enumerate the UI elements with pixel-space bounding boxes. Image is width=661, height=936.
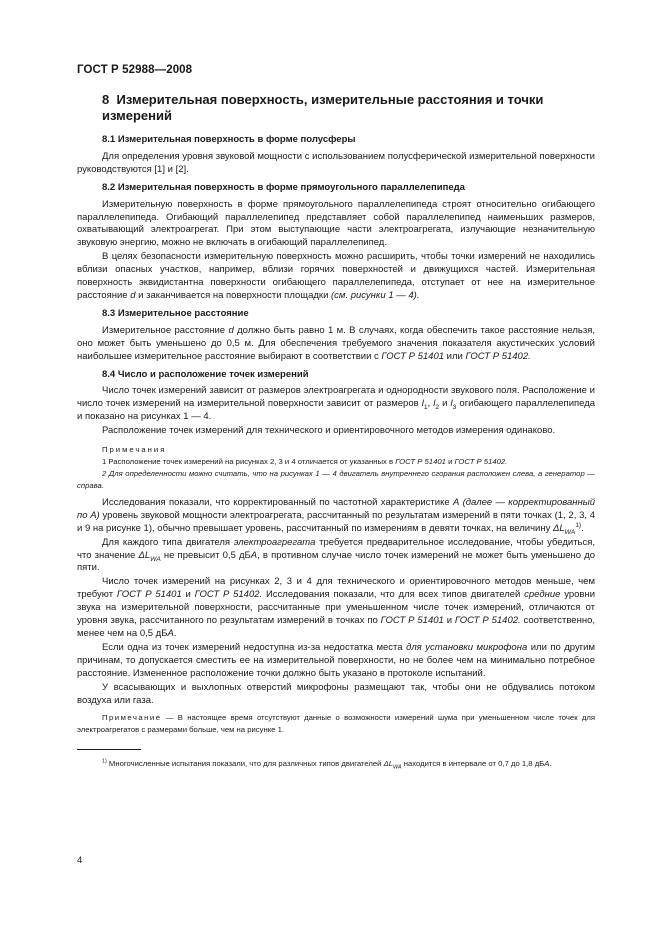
note-3: Примечание — В настоящее время отсутствуют данные о возможности измерений шума при уменьшенном числе точек для электроагрегатов с размерами больше, чем на рисунке 1.: [77, 713, 595, 734]
footnote: $^{1)}$ Многочисленные испытания показали, что для различных типов двигателей $\Delta L_{WA}$ находится в интервале от 0,7 до 1,8 дБА.: [102, 758, 552, 771]
paragraph: В целях безопасности измерительную поверхность можно расширить, чтобы точки измерений не находились вблизи опасных участков, например, вблизи горячих поверхностей и движущихся частей. Измерительная поверхность эквидистантна поверхности огибающего параллелепипеда, отступает от нее на измерительное расстояние d и заканчивается на поверхности площадки (см. рисунки 1 — 4).: [77, 251, 595, 301]
subsection-title-8-3: 8.3 Измерительное расстояние: [102, 307, 249, 319]
notes-heading: Примечания: [102, 445, 167, 455]
paragraph: Расположение точек измерений для технического и ориентировочного методов измерения одинаково.: [102, 425, 556, 437]
paragraph: Число точек измерений зависит от размеров электроагрегата и однородности звукового поля. Расположение и число точек измерений на измерительной поверхности зависит от размеров $l_1$, $l_2$ и $l_3$ огибающего параллелепипеда и показано на рисунках 1 — 4.: [77, 385, 596, 423]
note-2: 2 Для определенности можно считать, что на рисунках 1 — 4 двигатель внутреннего сгорания расположен слева, а генератор — справа.: [77, 469, 595, 490]
subsection-title-8-2: 8.2 Измерительная поверхность в форме прямоугольного параллелепипеда: [102, 181, 465, 193]
paragraph: Для определения уровня звуковой мощности с использованием полусферической измерительной поверхности руководствуются [1] и [2].: [77, 150, 595, 175]
subsection-title-8-1: 8.1 Измерительная поверхность в форме полусферы: [102, 134, 356, 145]
subsection-title-8-4: 8.4 Число и расположение точек измерений: [102, 368, 309, 380]
paragraph: Число точек измерений на рисунках 2, 3 и 4 для технического и ориентировочного методов меньше, чем требуют ГОСТ Р 51401 и ГОСТ Р 51402. Исследования показали, что для всех типов двигателей средние уровни звука на измерительной поверхности, рассчитанные при уменьшенном числе точек измерений, отличаются от уровня звука, рассчитанного по результатам измерений в точках по ГОСТ Р 51401 и ГОСТ Р 51402. соответственно, менее чем на 0,5 дБА.: [77, 576, 596, 639]
paragraph: Измерительную поверхность в форме прямоугольного параллелепипеда строят относительно огибающего параллелепипеда. Огибающий параллелепипед представляет собой параллелепипед наименьших размеров, охватывающий электроагрегат. При этом выступающие части электроагрегата, излучающие незначительную звуковую энергию, можно не включать в огибающий параллелепипед.: [77, 198, 595, 249]
footnote-divider: [77, 749, 141, 750]
paragraph: У всасывающих и выхлопных отверстий микрофоны размещают так, чтобы они не обдувались потоком воздуха или газа.: [77, 681, 595, 706]
paragraph: Для каждого типа двигателя электроагрегата требуется предварительное исследование, чтобы убедиться, что значение $\Delta L_{WA}$ не превысит 0,5 дБА, в противном случае число точек измерений не может быть уменьшено до пяти.: [77, 536, 596, 574]
section-title: 8 Измерительная поверхность, измерительные расстояния и точки измерений: [102, 92, 544, 123]
paragraph: Если одна из точек измерений недоступна из-за недостатка места для установки микрофона или по другим причинам, то допускается сместить ее на измерительной поверхности, но не более чем на минимально потребное расстояние. Измененное расположение точки должно быть указано в протоколе испытаний.: [77, 641, 596, 679]
document-header: ГОСТ Р 52988—2008: [77, 64, 193, 76]
paragraph: Измерительное расстояние d должно быть равно 1 м. В случаях, когда обеспечить такое расстояние нельзя, оно может быть уменьшено до 0,5 м. Для обеспечения требуемого значения показателя акустических условий наибольшее измерительное расстояние выбирают в соответствии с ГОСТ Р 51401 или ГОСТ Р 51402.: [77, 324, 596, 362]
note-1: 1 Расположение точек измерений на рисунках 2, 3 и 4 отличается от указанных в ГОСТ Р 51401 и ГОСТ Р 51402.: [102, 457, 508, 467]
paragraph: Исследования показали, что корректированный по частотной характеристике А (далее — корректированный по А) уровень звуковой мощности электроагрегата, рассчитанный по результатам измерений в пяти точках (1, 2, 3, 4 и 9 на рисунке 1), обычно превышает уровень, рассчитанный по измерениям в девяти точках, на величину $\Delta L_{WA}^{1)}$.: [77, 496, 596, 536]
page-number: 4: [77, 855, 83, 866]
page-content: [77, 92, 595, 770]
